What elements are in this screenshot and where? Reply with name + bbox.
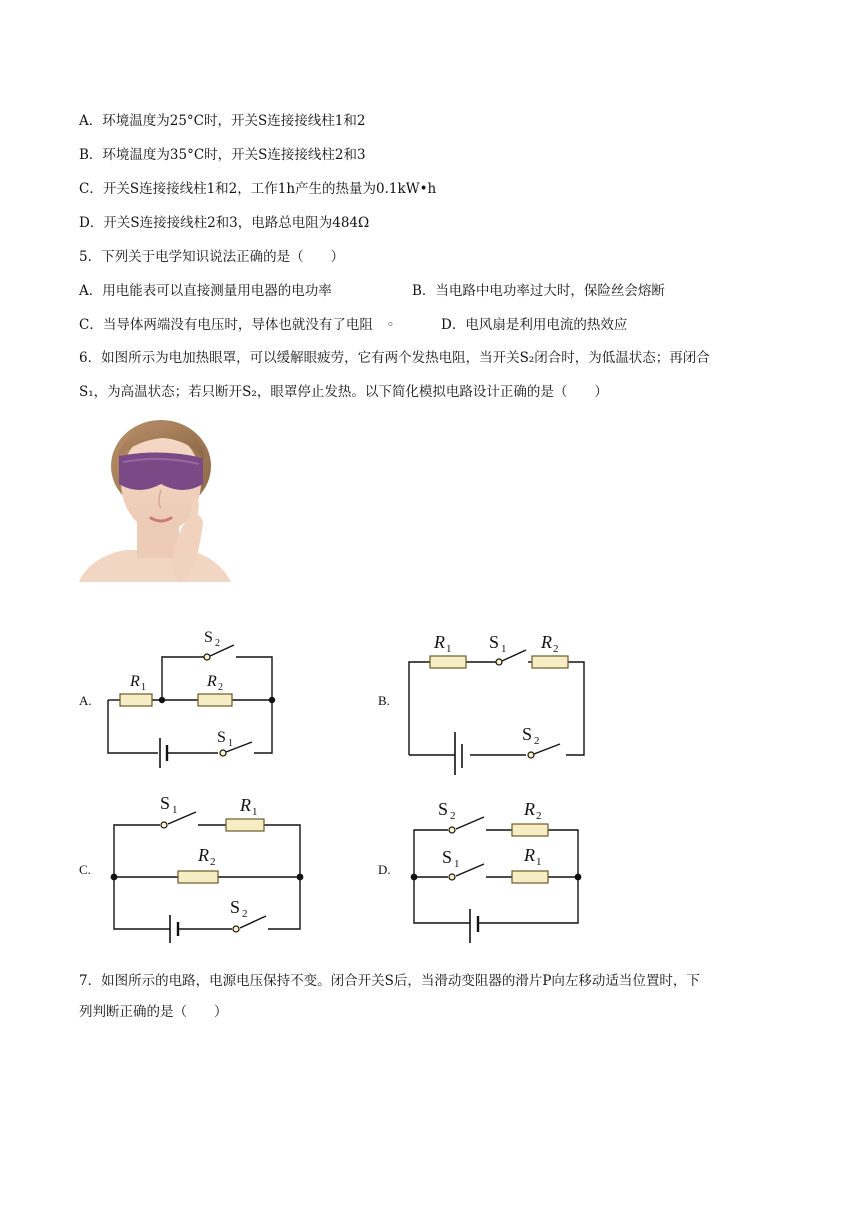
- q4-option-c: C．开关S连接接线柱1和2，工作1h产生的热量为0.1kW•h: [79, 181, 437, 197]
- circuit-c-r2: [178, 871, 218, 883]
- label-s1: S: [160, 793, 171, 813]
- svg-text:1: 1: [228, 738, 233, 749]
- svg-text:2: 2: [450, 810, 456, 822]
- svg-text:2: 2: [534, 735, 540, 747]
- svg-text:1: 1: [446, 643, 452, 655]
- svg-text:2: 2: [553, 643, 559, 655]
- circuit-d-diagram: [400, 785, 600, 950]
- svg-text:2: 2: [210, 856, 216, 868]
- q5-option-b: B．当电路中电功率过大时，保险丝会熔断: [412, 283, 665, 299]
- label-s2: S: [204, 629, 213, 646]
- label-r1: R: [240, 795, 251, 815]
- circuit-a-diagram: [100, 620, 290, 780]
- label-r1: R: [130, 673, 140, 690]
- q4-option-a: A．环境温度为25°C时，开关S连接接线柱1和2: [79, 113, 366, 129]
- circuit-c-label: C.: [79, 862, 91, 877]
- label-s2: S: [230, 897, 241, 917]
- circuit-a-r2: [198, 694, 232, 706]
- label-s2: S: [438, 799, 449, 819]
- svg-text:2: 2: [536, 810, 542, 822]
- q6-stem-line2: S₁，为高温状态；若只断开S₂，眼罩停止发热。以下简化模拟电路设计正确的是（ ）: [79, 384, 608, 400]
- circuit-b-r1: [430, 656, 466, 668]
- svg-text:1: 1: [141, 682, 146, 693]
- q5-option-c: C．当导体两端没有电压时，导体也就没有了电阻 ◦: [79, 317, 395, 333]
- svg-text:1: 1: [454, 858, 460, 870]
- circuit-b-label: B.: [378, 693, 390, 708]
- svg-text:1: 1: [536, 856, 542, 868]
- circuit-a-label: A.: [79, 693, 92, 708]
- q5-stem: 5．下列关于电学知识说法正确的是（ ）: [79, 249, 345, 265]
- circuit-d-label: D.: [378, 862, 391, 877]
- circuit-d-r2: [512, 824, 548, 836]
- q5-option-a: A．用电能表可以直接测量用电器的电功率: [79, 283, 332, 299]
- label-r2: R: [198, 845, 209, 865]
- circuit-c-diagram: [100, 785, 310, 950]
- q7-stem-line1: 7．如图所示的电路，电源电压保持不变。闭合开关S后，当滑动变阻器的滑片P向左移动适当位置时，下: [79, 973, 700, 989]
- q5-option-d: D．电风扇是利用电流的热效应: [441, 317, 628, 333]
- label-r2: R: [541, 632, 552, 652]
- label-r2: R: [207, 673, 217, 690]
- circuit-b-r2: [532, 656, 568, 668]
- label-s1: S: [489, 632, 500, 652]
- label-s2: S: [522, 724, 533, 744]
- circuit-d-r1: [512, 871, 548, 883]
- svg-text:1: 1: [252, 806, 258, 818]
- svg-text:2: 2: [242, 908, 248, 920]
- label-s1: S: [442, 847, 453, 867]
- label-r2: R: [524, 799, 535, 819]
- label-s1: S: [217, 729, 226, 746]
- eye-mask-photo: [79, 418, 231, 582]
- q4-option-b: B．环境温度为35°C时，开关S连接接线柱2和3: [79, 147, 366, 163]
- q4-option-d: D．开关S连接接线柱2和3，电路总电阻为484Ω: [79, 215, 370, 231]
- label-r1: R: [434, 632, 445, 652]
- circuit-c-r1: [226, 819, 264, 831]
- svg-text:2: 2: [218, 682, 223, 693]
- q7-stem-line2: 列判断正确的是（ ）: [79, 1004, 228, 1020]
- svg-text:2: 2: [215, 638, 220, 649]
- label-r1: R: [524, 845, 535, 865]
- circuit-a-r1: [120, 694, 152, 706]
- svg-text:1: 1: [172, 804, 178, 816]
- q6-stem-line1: 6．如图所示为电加热眼罩，可以缓解眼疲劳，它有两个发热电阻，当开关S₂闭合时，为低温状态；再闭合: [79, 350, 710, 366]
- svg-text:1: 1: [501, 643, 507, 655]
- circuit-b-diagram: [400, 620, 600, 780]
